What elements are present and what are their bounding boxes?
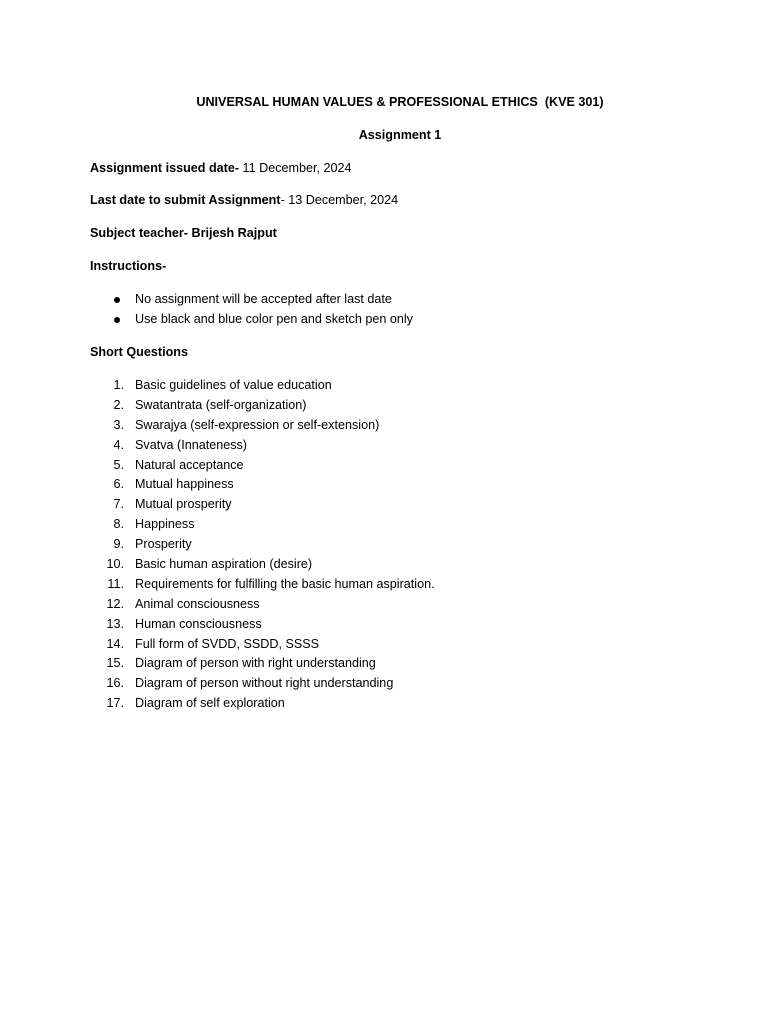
- question-number: 5.: [113, 457, 124, 472]
- question-number: 4.: [113, 437, 124, 452]
- question-number: 11.: [107, 576, 124, 591]
- question-text: Diagram of person with right understanding: [135, 656, 376, 671]
- question-text: Diagram of person without right understanding: [135, 676, 394, 691]
- question-item: [90, 656, 435, 676]
- instruction-item: Use black and blue color pen and sketch pen only: [90, 312, 413, 332]
- question-number: 3.: [113, 417, 124, 432]
- short-questions-heading: Short Questions: [90, 345, 188, 359]
- issued-date-label: Assignment issued date-: [90, 161, 240, 175]
- subject-teacher: Subject teacher- Brijesh Rajput: [90, 226, 277, 240]
- last-date-value: - 13 December, 2024: [280, 193, 399, 207]
- question-item: [90, 676, 435, 696]
- last-date-line: [90, 193, 398, 208]
- issued-date-value: 11 December, 2024: [239, 161, 352, 175]
- question-text: Basic human aspiration (desire): [135, 557, 313, 572]
- question-text: Full form of SVDD, SSDD, SSSS: [135, 636, 320, 651]
- question-number: 13.: [106, 616, 124, 631]
- document-title: UNIVERSAL HUMAN VALUES & PROFESSIONAL ETHICS (KVE 301): [196, 95, 604, 109]
- question-text: Mutual prosperity: [135, 497, 232, 512]
- question-text: Swatantrata (self-organization): [135, 397, 307, 412]
- question-text: Basic guidelines of value education: [135, 378, 332, 392]
- question-number: 16.: [106, 676, 124, 691]
- question-item: [90, 557, 435, 577]
- question-item: [90, 637, 435, 657]
- question-item: [90, 438, 435, 458]
- question-text: Prosperity: [135, 537, 192, 552]
- question-item: [90, 577, 435, 597]
- question-item: [90, 497, 435, 517]
- instructions-heading: Instructions-: [90, 259, 167, 273]
- question-number: 8.: [113, 517, 124, 532]
- question-item: [90, 418, 435, 438]
- question-number: 15.: [106, 656, 124, 671]
- question-number: 17.: [106, 696, 124, 711]
- question-text: Swarajya (self-expression or self-extension): [135, 417, 380, 432]
- question-item: [90, 537, 435, 557]
- instruction-item: No assignment will be accepted after last date: [90, 292, 413, 312]
- question-number: 7.: [113, 497, 124, 512]
- question-text: Happiness: [135, 517, 195, 532]
- question-number: 12.: [106, 596, 124, 611]
- question-item: [90, 458, 435, 478]
- question-number: 10.: [106, 557, 124, 572]
- short-questions-list: [90, 378, 435, 716]
- question-number: 1.: [113, 378, 124, 392]
- question-text: Natural acceptance: [135, 457, 244, 472]
- question-item: [90, 696, 435, 716]
- question-text: Human consciousness: [135, 616, 262, 631]
- question-item: [90, 597, 435, 617]
- question-item: [90, 617, 435, 637]
- question-number: 2.: [113, 397, 124, 412]
- question-text: Svatva (Innateness): [135, 437, 248, 452]
- question-item: [90, 398, 435, 418]
- last-date-label: Last date to submit Assignment: [90, 193, 281, 207]
- issued-date-line: [90, 161, 352, 176]
- question-number: 9.: [113, 537, 124, 552]
- question-text: Mutual happiness: [135, 477, 234, 492]
- question-text: Animal consciousness: [135, 596, 260, 611]
- question-text: Diagram of self exploration: [135, 696, 285, 711]
- assignment-heading: Assignment 1: [358, 128, 442, 142]
- question-item: [90, 477, 435, 497]
- question-number: 6.: [113, 477, 124, 492]
- question-text: Requirements for fulfilling the basic human aspiration.: [135, 576, 435, 591]
- question-item: [90, 517, 435, 537]
- question-item: [90, 378, 435, 398]
- question-number: 14.: [106, 636, 124, 651]
- instructions-list: [90, 292, 413, 332]
